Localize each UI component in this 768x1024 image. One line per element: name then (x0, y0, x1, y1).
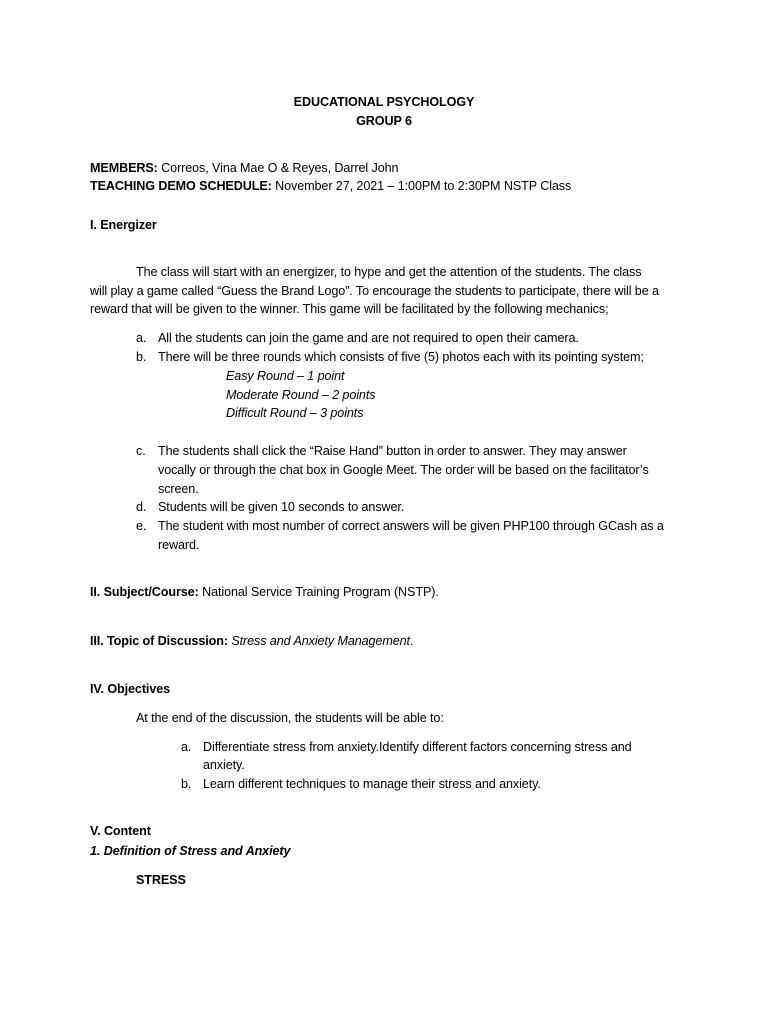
document-title: EDUCATIONAL PSYCHOLOGY (293, 95, 475, 109)
members-line (90, 159, 398, 177)
schedule-value: November 27, 2021 – 1:00PM to 2:30PM NSTP Class (271, 179, 572, 193)
round-moderate: Moderate Round – 2 points (226, 388, 376, 402)
subject-label: II. Subject/Course: (90, 585, 199, 599)
list-item-text: Students will be given 10 seconds to answer. (158, 500, 405, 514)
schedule-line (90, 177, 571, 195)
objectives-heading: IV. Objectives (90, 682, 171, 696)
list-item-text: anxiety. (203, 758, 245, 772)
list-marker: a. (136, 331, 147, 345)
group-label: GROUP 6 (356, 114, 412, 128)
content-heading: V. Content (90, 824, 151, 838)
topic-label: III. Topic of Discussion: (90, 634, 228, 648)
list-item-text: Learn different techniques to manage their stress and anxiety. (203, 777, 541, 791)
members-label: MEMBERS: (90, 161, 158, 175)
list-item-text: There will be three rounds which consists of five (5) photos each with its pointing system; (158, 350, 644, 364)
list-item-text: Differentiate stress from anxiety.Identify different factors concerning stress and (203, 740, 632, 754)
content-subheading: 1. Definition of Stress and Anxiety (90, 844, 291, 858)
list-item-text: The students shall click the “Raise Hand” button in order to answer. They may answer (158, 444, 627, 458)
topic-value: Stress and Anxiety Management (227, 634, 410, 648)
list-item-text: reward. (158, 538, 200, 552)
list-marker: c. (136, 444, 146, 458)
list-marker: a. (181, 740, 192, 754)
schedule-label: TEACHING DEMO SCHEDULE: (90, 179, 272, 193)
list-marker: d. (136, 500, 147, 514)
list-marker: b. (136, 350, 147, 364)
round-difficult: Difficult Round – 3 points (226, 406, 364, 420)
subject-value: National Service Training Program (NSTP). (198, 585, 439, 599)
list-item-text: vocally or through the chat box in Google Meet. The order will be based on the facilitator’s (158, 463, 649, 477)
energizer-paragraph-line: will play a game called “Guess the Brand Logo”. To encourage the students to participate, there will be a (90, 284, 659, 298)
list-marker: b. (181, 777, 192, 791)
stress-label: STRESS (136, 873, 186, 887)
topic-line (90, 632, 413, 650)
list-item-text: The student with most number of correct answers will be given PHP100 through GCash as a (158, 519, 664, 533)
subject-line (90, 583, 439, 601)
list-item-text: All the students can join the game and are not required to open their camera. (158, 331, 579, 345)
energizer-heading: I. Energizer (90, 218, 157, 232)
topic-period: . (409, 634, 414, 648)
objectives-intro: At the end of the discussion, the students will be able to: (136, 711, 444, 725)
round-easy: Easy Round – 1 point (226, 369, 345, 383)
energizer-paragraph-line: The class will start with an energizer, to hype and get the attention of the students. The class (136, 265, 642, 279)
list-item-text: screen. (158, 482, 199, 496)
energizer-paragraph-line: reward that will be given to the winner. This game will be facilitated by the following mechanics; (90, 302, 609, 316)
members-value: Correos, Vina Mae O & Reyes, Darrel John (157, 161, 399, 175)
list-marker: e. (136, 519, 147, 533)
